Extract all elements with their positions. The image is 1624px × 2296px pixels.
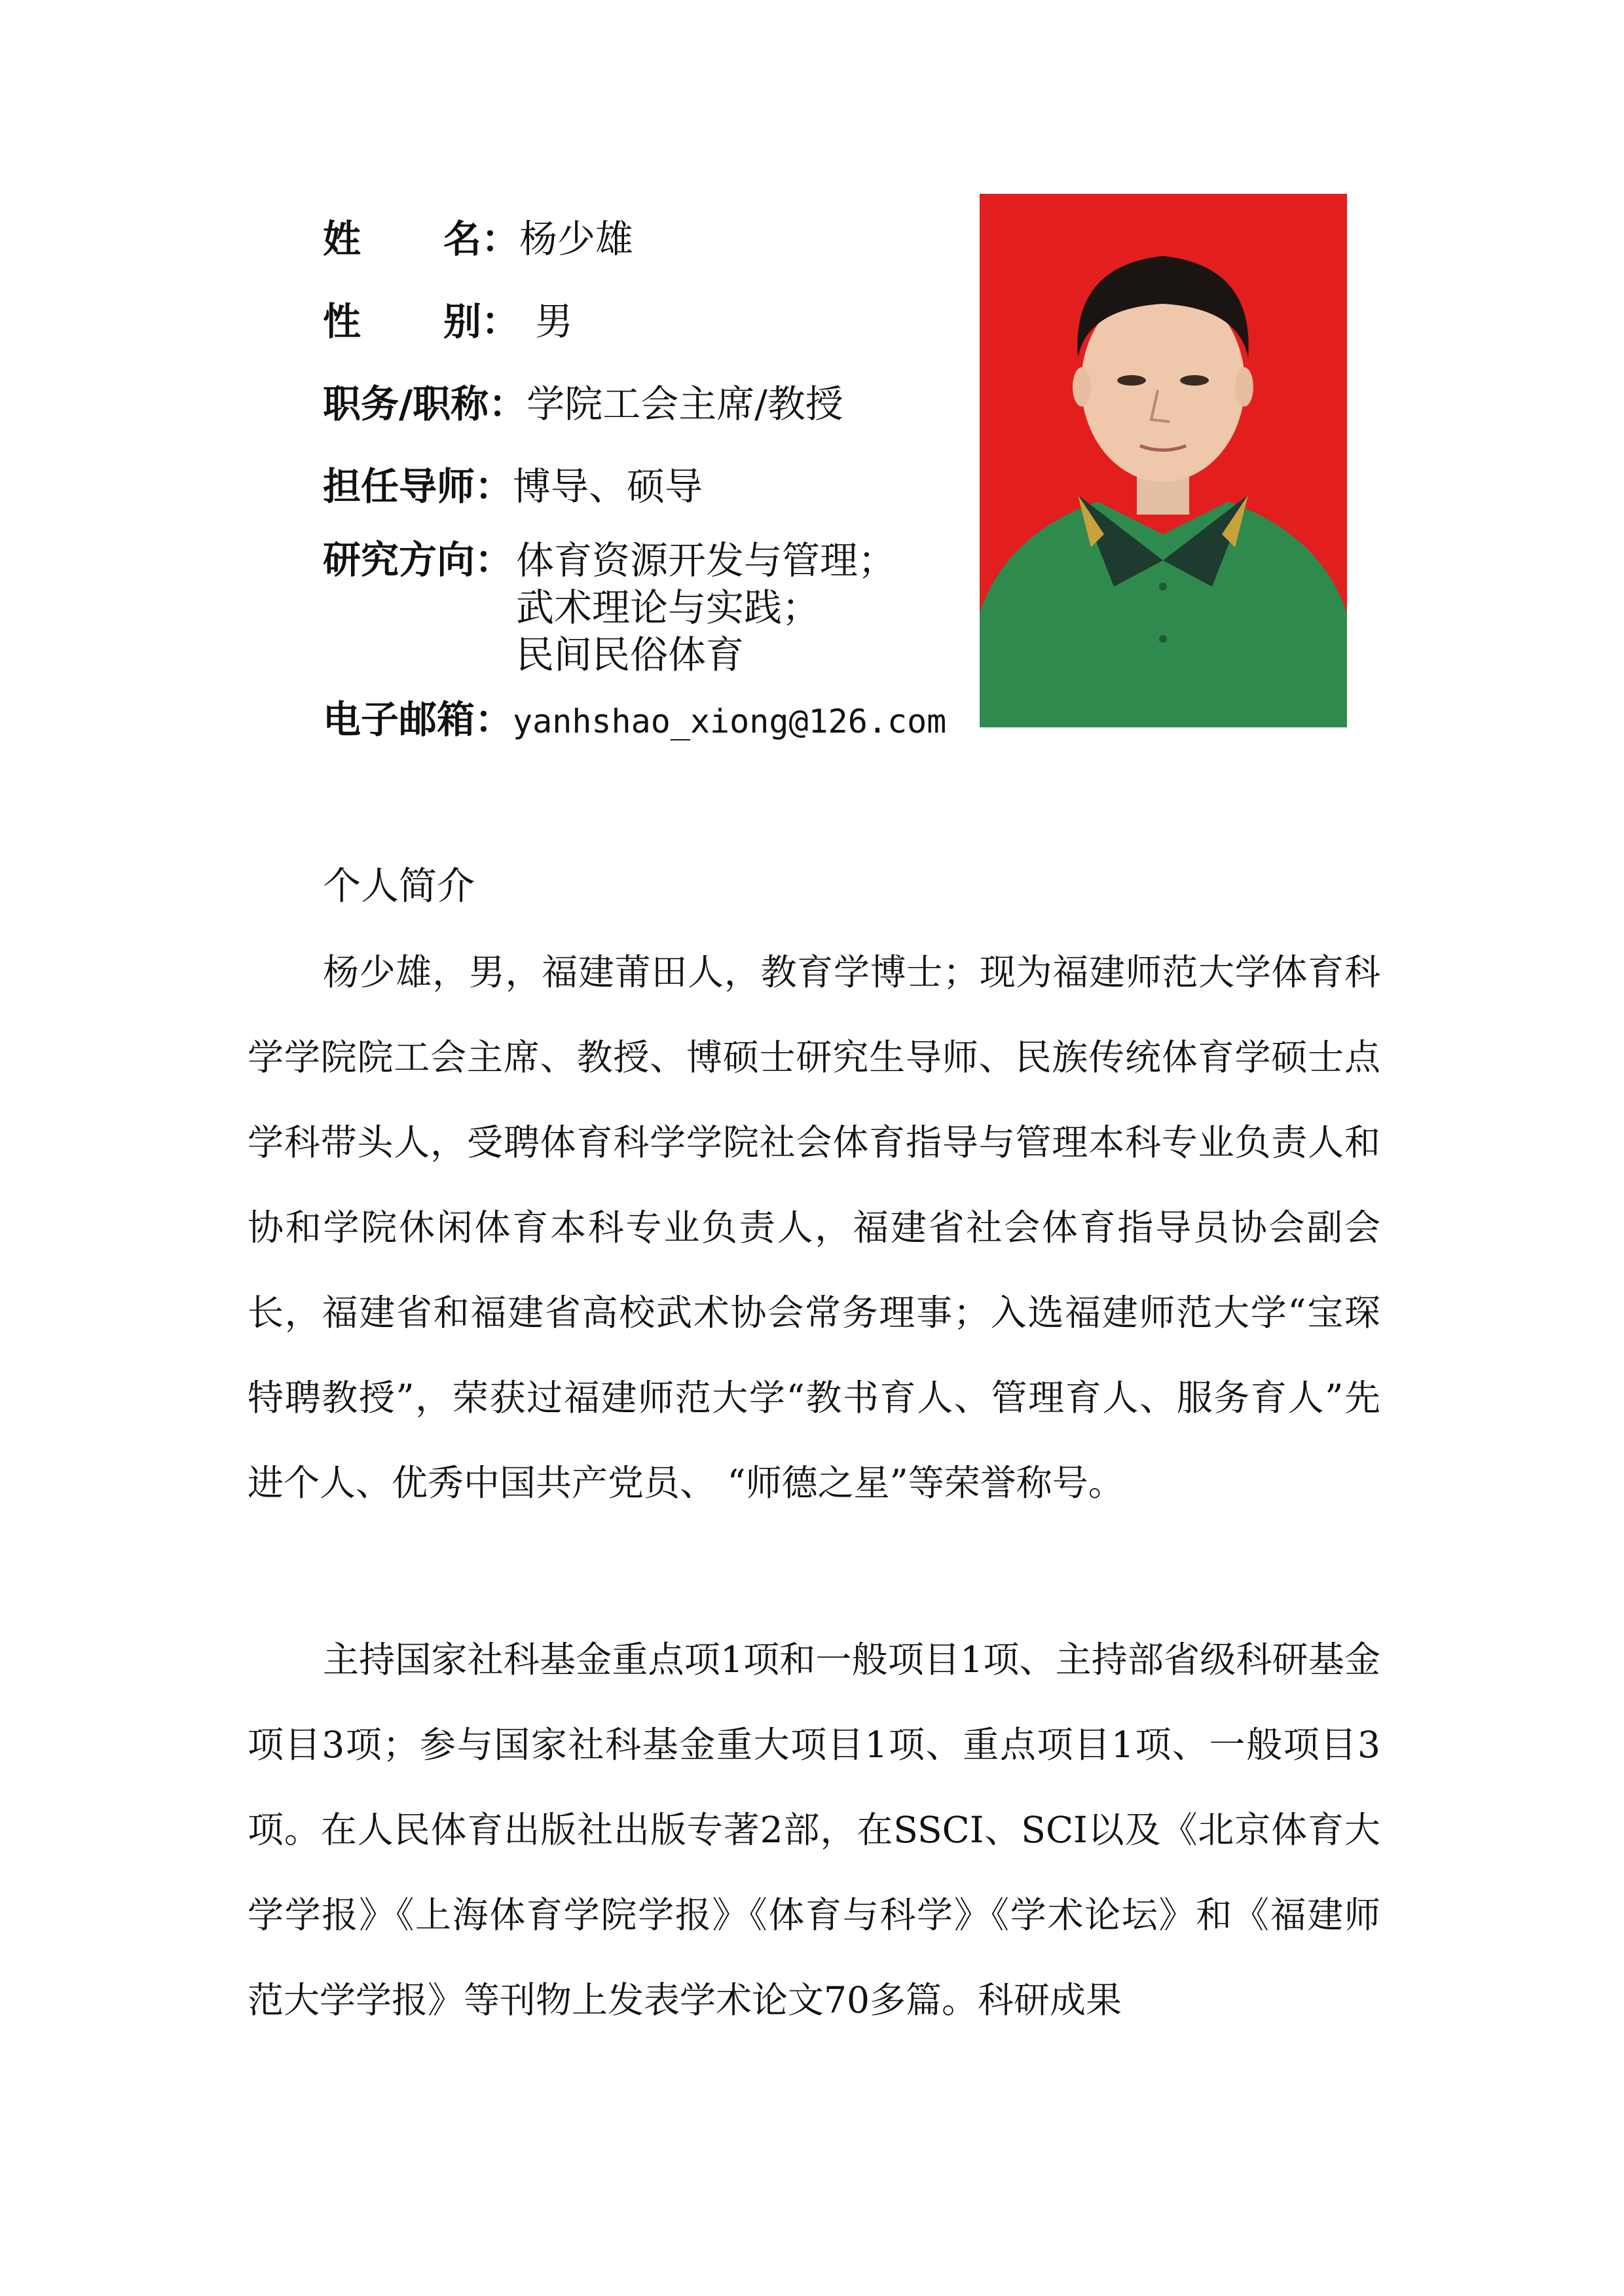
portrait-photo [980, 194, 1347, 727]
research-item: 体育资源开发与管理； [516, 538, 896, 583]
gender-value: 男 [535, 299, 574, 344]
position-value: 学院工会主席/教授 [526, 382, 843, 426]
name-label [323, 216, 519, 262]
profile-email-row [323, 697, 946, 744]
gender-label-char-2: 别： [443, 299, 519, 344]
profile-advisor-row [323, 464, 703, 509]
profile-gender-row [323, 299, 573, 344]
advisor-label: 担任导师： [323, 464, 513, 509]
bio-paragraph: 杨少雄，男，福建莆田人，教育学博士；现为福建师范大学体育科学学院院工会主席、教授、博硕士研究生导师、民族传统体育学硕士点学科带头人，受聘体育科学学院社会体育指导与管理本科专业负责人和协和学院休闲体育本科专业负责人，福建省社会体育指导员协会副会长，福建省和福建省高校武术协会常务理事；入选福建师范大学“宝琛特聘教授”，荣获过福建师范大学“教书育人、管理育人、服务育人”先进个人、优秀中国共产党员、 “师德之星”等荣誉称号。 [248, 951, 1380, 1504]
research-label: 研究方向： [323, 538, 513, 582]
name-label-char-2: 名： [443, 217, 519, 261]
profile-research-row [323, 537, 513, 583]
name-value: 杨少雄 [519, 217, 634, 261]
advisor-value: 博导、硕导 [513, 464, 703, 509]
email-value: yanhshao_xiong@126.com [513, 702, 947, 740]
bio-paragraph: 主持国家社科基金重点项1项和一般项目1项、主持部省级科研基金项目3项；参与国家社科基金重大项目1项、重点项目1项、一般项目3项。在人民体育出版社出版专著2部，在SSCI、SCI以及《北京体育大学学报》《上海体育学院学报》《体育与科学》《学术论坛》和《福建师范大学学报》等刊物上发表学术论文70多篇。科研成果 [248, 1639, 1380, 2021]
position-label: 职务/职称： [323, 382, 527, 426]
name-label-char-1: 姓 [323, 217, 361, 261]
research-item: 武术理论与实践； [516, 585, 821, 630]
bio-heading: 个人简介 [323, 864, 475, 908]
research-list [516, 537, 896, 678]
profile-position-row [323, 381, 843, 427]
gender-label [323, 299, 519, 344]
portrait-illustration [980, 194, 1347, 727]
email-label: 电子邮箱： [323, 697, 513, 742]
profile-name-row [323, 216, 633, 262]
research-item: 民间民俗体育 [516, 632, 745, 677]
gender-label-char-1: 性 [323, 299, 361, 344]
